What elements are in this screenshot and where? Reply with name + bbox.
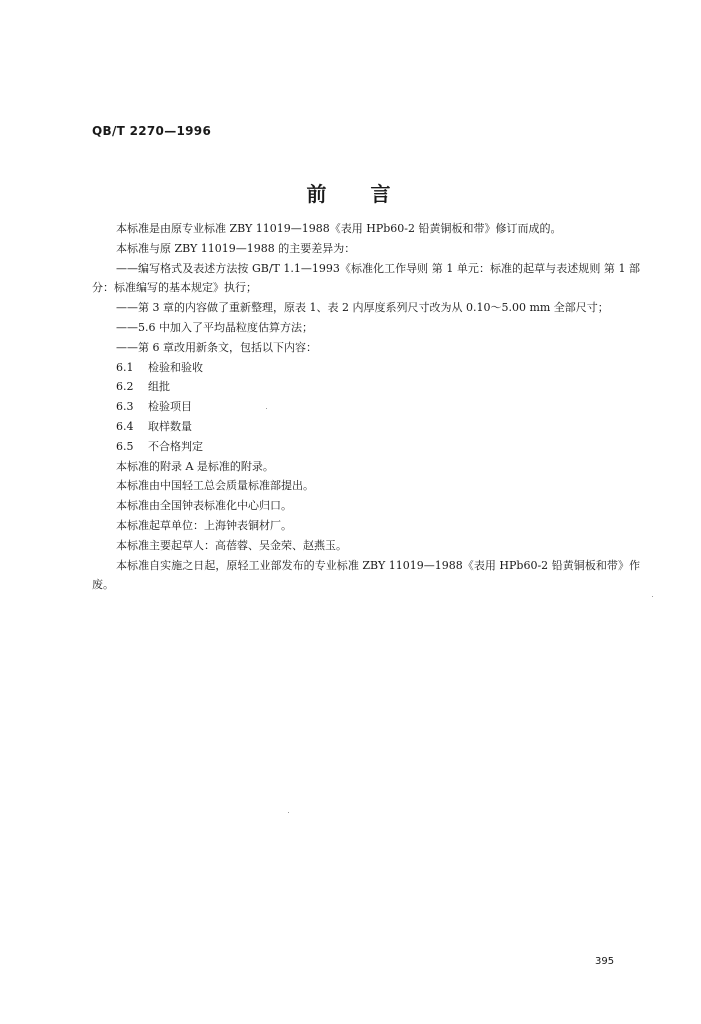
paragraph-differences-intro: 本标准与原 ZBY 11019—1988 的主要差异为： bbox=[116, 241, 356, 255]
paragraph-difference-5-6: ——5.6 中加入了平均晶粒度估算方法； bbox=[116, 320, 313, 334]
list-item-label: 检验项目 bbox=[148, 400, 192, 414]
list-item-label: 不合格判定 bbox=[148, 439, 203, 453]
standard-code: QB/T 2270—1996 bbox=[92, 124, 212, 138]
list-item-label: 取样数量 bbox=[148, 419, 192, 433]
list-item bbox=[92, 397, 640, 417]
list-item-number: 6.4 bbox=[116, 419, 134, 433]
paragraph-difference-chapter6: ——第 6 章改用新条文，包括以下内容： bbox=[116, 340, 317, 354]
list-item bbox=[92, 358, 640, 378]
paragraph-supersedes: 本标准自实施之日起，原轻工业部发布的专业标准 ZBY 11019—1988《表用 HPb60-2 铅黄铜板和带》作废。 bbox=[92, 558, 640, 592]
paragraph-difference-chapter3: ——第 3 章的内容做了重新整理，原表 1、表 2 内厚度系列尺寸改为从 0.10～5.00 mm 全部尺寸； bbox=[116, 301, 609, 315]
list-item-number: 6.3 bbox=[116, 400, 134, 414]
scan-speck bbox=[652, 596, 653, 597]
list-item-label: 检验和验收 bbox=[148, 360, 203, 374]
list-item bbox=[92, 417, 640, 437]
list-item-number: 6.2 bbox=[116, 380, 134, 394]
paragraph-appendix: 本标准的附录 A 是标准的附录。 bbox=[116, 459, 274, 473]
paragraph-drafters: 本标准主要起草人：高蓓蓉、吴金荣、赵燕玉。 bbox=[116, 538, 347, 552]
page-title: 前言 bbox=[306, 182, 435, 206]
page-number: 395 bbox=[595, 956, 615, 967]
scan-speck bbox=[266, 408, 267, 409]
paragraph-drafting-unit: 本标准起草单位：上海钟表铜材厂。 bbox=[116, 518, 292, 532]
paragraph-difference-format: ——编写格式及表述方法按 GB/T 1.1—1993《标准化工作导则 第 1 单元：标准的起草与表述规则 第 1 部分：标准编写的基本规定》执行； bbox=[92, 261, 640, 295]
list-item-number: 6.5 bbox=[116, 439, 134, 453]
paragraph-proposed-by: 本标准由中国轻工总会质量标准部提出。 bbox=[116, 479, 314, 493]
list-item bbox=[92, 377, 640, 397]
foreword-body bbox=[92, 219, 640, 595]
list-item-label: 组批 bbox=[148, 380, 170, 394]
list-item-number: 6.1 bbox=[116, 360, 134, 374]
scan-speck bbox=[288, 812, 289, 813]
paragraph-centralized-by: 本标准由全国钟表标准化中心归口。 bbox=[116, 499, 292, 513]
list-item bbox=[92, 437, 640, 457]
paragraph-origin: 本标准是由原专业标准 ZBY 11019—1988《表用 HPb60-2 铅黄铜板和带》修订而成的。 bbox=[116, 222, 562, 235]
